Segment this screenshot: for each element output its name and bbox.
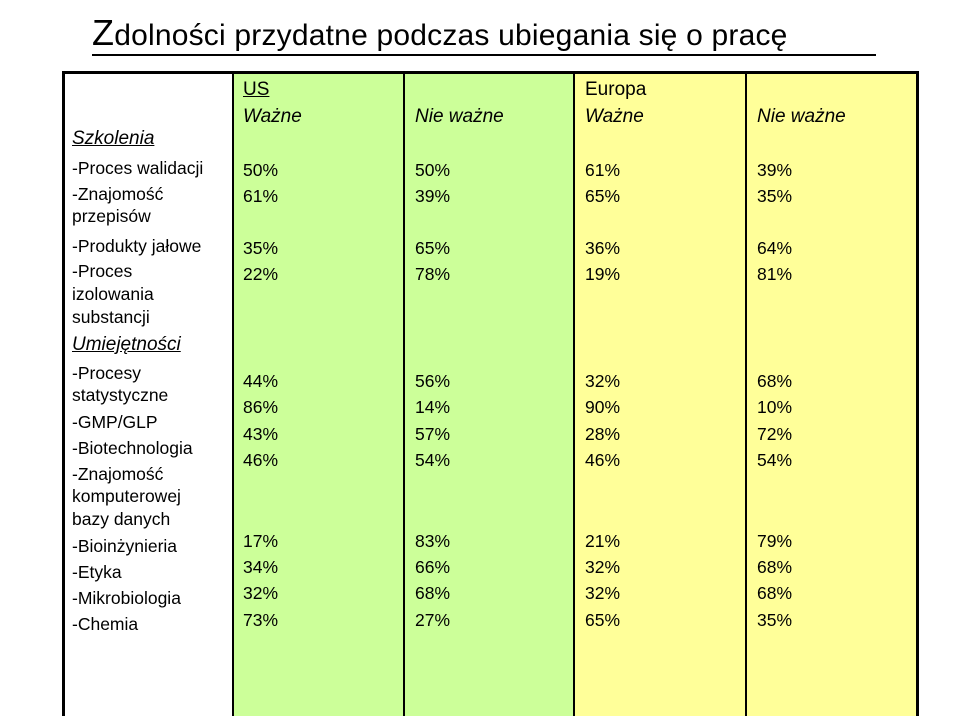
value-us-important: 73% [243,610,279,630]
value-us-not-important: 27% [415,610,451,630]
title-underline [92,54,876,56]
label-znajomosc-przepisow-1: -Znajomość [72,184,164,204]
value-us-not-important: 50% [415,160,451,180]
value-europe-not-important: 64% [757,238,793,258]
value-europe-not-important: 10% [757,397,793,417]
value-europe-not-important: 35% [757,610,793,630]
value-us-not-important: 78% [415,264,451,284]
label-znajomosc-komp-1: -Znajomość [72,464,164,484]
value-europe-important: 28% [585,424,621,444]
value-us-important: 35% [243,238,279,258]
page-title [92,12,788,54]
value-europe-important: 90% [585,397,621,417]
label-znajomosc-komp-3: bazy danych [72,509,171,529]
us-important-header: Ważne [243,106,302,127]
label-biotechnologia: -Biotechnologia [72,438,193,458]
label-znajomosc-przepisow-2: przepisów [72,206,151,226]
section-umiejetnosci: Umiejętności [72,334,181,355]
label-proces-walidacji: -Proces walidacji [72,158,204,178]
value-europe-important: 32% [585,371,621,391]
label-procesy-statystyczne-1: -Procesy [72,363,142,383]
value-europe-not-important: 68% [757,557,793,577]
label-znajomosc-komp-2: komputerowej [72,486,181,506]
table-top-border [62,71,918,74]
value-europe-not-important: 72% [757,424,793,444]
value-us-important: 17% [243,531,279,551]
europe-important-header: Ważne [585,106,644,127]
value-europe-not-important: 68% [757,583,793,603]
value-us-important: 46% [243,450,279,470]
value-us-important: 50% [243,160,279,180]
value-us-not-important: 56% [415,371,451,391]
value-us-not-important: 66% [415,557,451,577]
label-chemia: -Chemia [72,614,139,634]
region-us-header: US [243,79,270,100]
value-europe-important: 46% [585,450,621,470]
value-us-important: 44% [243,371,279,391]
value-us-not-important: 57% [415,424,451,444]
value-europe-important: 32% [585,583,621,603]
value-europe-not-important: 68% [757,371,793,391]
value-us-not-important: 14% [415,397,451,417]
value-us-important: 61% [243,186,279,206]
value-europe-important: 19% [585,264,621,284]
table-left-border [62,71,65,716]
us-column-divider [403,74,405,716]
value-europe-not-important: 35% [757,186,793,206]
value-us-important: 32% [243,583,279,603]
europe-not-important-header: Nie ważne [757,106,846,127]
label-gmp-glp: -GMP/GLP [72,412,158,432]
value-us-not-important: 68% [415,583,451,603]
region-divider [573,74,575,716]
label-proces-izolowania-1: -Proces [72,261,133,281]
us-not-important-header: Nie ważne [415,106,504,127]
region-europe-header: Europa [585,79,647,100]
section-szkolenia: Szkolenia [72,128,155,149]
value-europe-not-important: 39% [757,160,793,180]
label-proces-izolowania-2: izolowania [72,284,154,304]
title-rest: dolności przydatne podczas ubiegania się o pracę [114,19,788,52]
label-etyka: -Etyka [72,562,122,582]
value-us-not-important: 83% [415,531,451,551]
label-mikrobiologia: -Mikrobiologia [72,588,181,608]
label-produkty-jalowe: -Produkty jałowe [72,236,202,256]
value-europe-not-important: 79% [757,531,793,551]
label-proces-izolowania-3: substancji [72,307,150,327]
value-europe-important: 32% [585,557,621,577]
value-europe-important: 36% [585,238,621,258]
value-us-important: 34% [243,557,279,577]
value-europe-important: 21% [585,531,621,551]
table-right-border [916,71,919,716]
value-us-important: 43% [243,424,279,444]
title-first-letter: Z [92,12,115,53]
europe-column-divider [745,74,747,716]
value-us-not-important: 39% [415,186,451,206]
value-us-important: 22% [243,264,279,284]
value-europe-important: 61% [585,160,621,180]
label-procesy-statystyczne-2: statystyczne [72,385,169,405]
value-europe-not-important: 81% [757,264,793,284]
value-europe-important: 65% [585,186,621,206]
value-us-not-important: 54% [415,450,451,470]
label-bioinzynieria: -Bioinżynieria [72,536,178,556]
value-europe-important: 65% [585,610,621,630]
label-column-divider [232,74,234,716]
value-us-not-important: 65% [415,238,451,258]
value-europe-not-important: 54% [757,450,793,470]
value-us-important: 86% [243,397,279,417]
